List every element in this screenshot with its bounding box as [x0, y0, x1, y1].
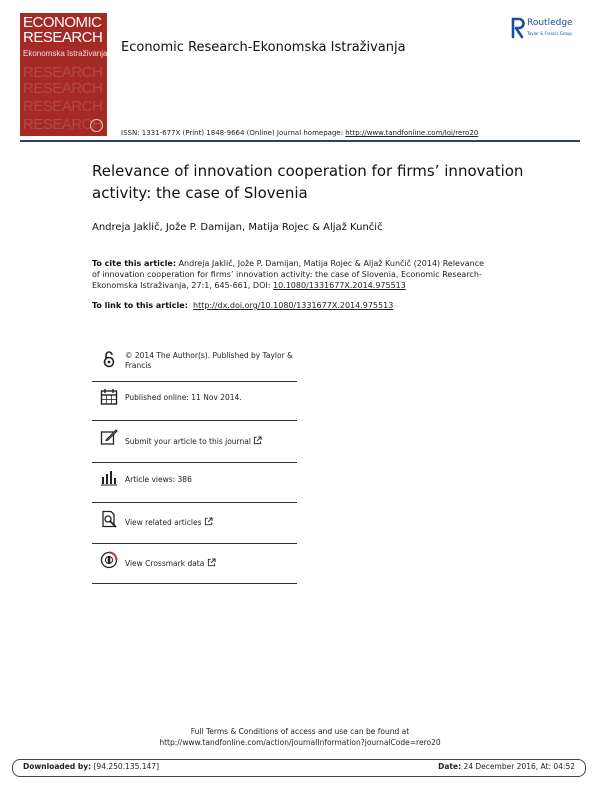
external-link-icon — [253, 436, 262, 445]
routledge-r-icon — [511, 17, 525, 39]
journal-homepage-link[interactable]: http://www.tandfonline.com/loi/rero20 — [345, 129, 479, 137]
article-authors: Andreja Jaklič, Jože P. Damijan, Matija Rojec & Aljaž Kunčič — [92, 222, 383, 233]
citation-block — [92, 258, 492, 291]
cover-seal-icon — [90, 119, 103, 132]
footer-terms-line: Full Terms & Conditions of access and use can be found at — [190, 727, 410, 736]
download-date — [438, 762, 575, 771]
download-date-value: 24 December 2016, At: 04:52 — [461, 762, 575, 771]
downloaded-by-label: Downloaded by: — [23, 762, 92, 771]
citation-text: Andreja Jaklič, Jože P. Damijan, Matija Rojec & Aljaž Kunčič (2014) Relevance of innovation cooperation for firms’ innovation activity: the case of Slovenia, Economic Research-Ekonomska Istraživanja, 27:1, 645-661, DOI: — [92, 259, 485, 290]
publisher-name: Routledge — [527, 18, 573, 28]
crossmark-link[interactable] — [125, 558, 300, 569]
cover-ghost-word: RESEARCH — [23, 80, 103, 97]
issn-line — [121, 129, 478, 137]
cover-title-line1: ECONOMIC — [23, 14, 102, 31]
article-title: Relevance of innovation cooperation for firms’ innovation activity: the case of Slovenia — [92, 162, 524, 202]
footer-terms-url[interactable]: http://www.tandfonline.com/action/journalInformation?journalCode=rero20 — [159, 738, 441, 747]
submit-article-label: Submit your article to this journal — [125, 437, 251, 446]
cover-subtitle: Ekonomska Istraživanja — [23, 49, 107, 58]
cover-title-line2: RESEARCH — [23, 29, 103, 46]
views-row — [92, 468, 297, 502]
downloaded-by — [23, 762, 159, 771]
crossmark-icon — [100, 551, 118, 569]
publisher-tagline: Taylor & Francis Group — [527, 31, 572, 36]
related-articles-label: View related articles — [125, 518, 202, 527]
info-divider — [92, 502, 297, 503]
article-doi-link[interactable]: http://dx.doi.org/10.1080/1331677X.2014.975513 — [193, 301, 394, 310]
footer-terms — [0, 726, 600, 748]
article-views-text: Article views: 386 — [125, 475, 192, 484]
submit-row[interactable] — [92, 427, 297, 461]
citation-doi-link[interactable]: 10.1080/1331677X.2014.975513 — [272, 281, 406, 290]
published-row — [92, 387, 297, 421]
download-info-bar — [12, 759, 586, 777]
bar-chart-icon — [100, 469, 118, 487]
license-row — [92, 348, 297, 382]
routledge-logo — [511, 17, 591, 41]
info-divider — [92, 543, 297, 544]
open-access-lock-icon — [100, 350, 118, 368]
crossmark-row[interactable] — [92, 549, 297, 583]
info-divider — [92, 381, 297, 382]
submit-article-link[interactable] — [125, 436, 300, 447]
published-date-text: Published online: 11 Nov 2014. — [125, 393, 242, 402]
header-divider — [20, 140, 580, 142]
issn-text: ISSN: 1331-677X (Print) 1848-9664 (Online) Journal homepage: — [121, 129, 346, 137]
cover-ghost-word: RESEARCH — [23, 116, 103, 133]
crossmark-label: View Crossmark data — [125, 559, 205, 568]
citation-label: To cite this article: — [92, 259, 177, 268]
info-divider — [92, 583, 297, 584]
search-document-icon — [100, 510, 118, 528]
downloaded-by-value: [94.250.135.147] — [91, 762, 160, 771]
related-articles-link[interactable] — [125, 517, 300, 528]
info-divider — [92, 420, 297, 421]
cover-ghost-word: RESEARCH — [23, 98, 103, 115]
info-divider — [92, 462, 297, 463]
journal-title: Economic Research-Ekonomska Istraživanja — [121, 40, 406, 55]
journal-cover — [20, 13, 107, 136]
link-label: To link to this article: — [92, 301, 188, 310]
edit-pencil-icon — [100, 428, 118, 446]
download-date-label: Date: — [438, 762, 462, 771]
cover-ghost-word: RESEARCH — [23, 64, 103, 81]
license-text: © 2014 The Author(s). Published by Taylor & Francis — [125, 351, 293, 370]
external-link-icon — [207, 558, 216, 567]
article-link-line — [92, 301, 393, 310]
related-row[interactable] — [92, 508, 297, 542]
external-link-icon — [204, 517, 213, 526]
calendar-icon — [100, 388, 118, 406]
